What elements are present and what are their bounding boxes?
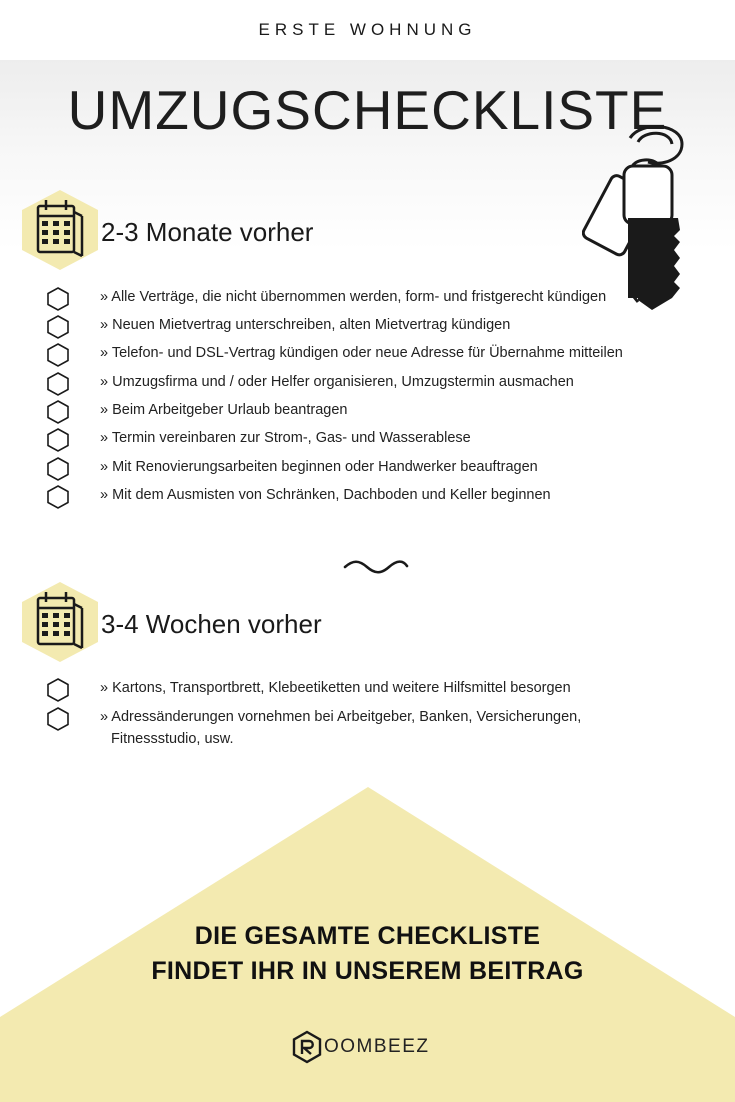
list-item[interactable] [0,370,735,396]
roombeez-logo-icon [292,1030,322,1064]
hexagon-checkbox-icon[interactable] [47,457,69,481]
list-item[interactable] [0,705,735,755]
hexagon-checkbox-icon[interactable] [47,343,69,367]
item-text-continuation: Fitnessstudio, usw. [111,731,234,747]
cta-line-1[interactable]: DIE GESAMTE CHECKLISTE [194,922,541,950]
list-item[interactable] [0,313,735,339]
hexagon-checkbox-icon[interactable] [47,400,69,424]
item-text: » Termin vereinbaren zur Strom-, Gas- und Wasserablese [100,430,471,446]
hexagon-checkbox-icon[interactable] [47,372,69,396]
hexagon-checkbox-icon[interactable] [47,287,69,311]
brand-text: OOMBEEZ [324,1036,430,1057]
list-item[interactable] [0,398,735,424]
hexagon-checkbox-icon[interactable] [47,707,69,731]
wave-divider-icon [343,558,409,576]
list-item[interactable] [0,483,735,509]
calendar-icon [20,188,100,272]
hexagon-checkbox-icon[interactable] [47,678,69,702]
checklist-poster [0,60,735,1102]
item-text: » Umzugsfirma und / oder Helfer organisieren, Umzugstermin ausmachen [100,374,574,390]
section-heading-2-3-monate: 2-3 Monate vorher [101,217,314,247]
brand-logo[interactable] [292,1030,430,1064]
item-text: » Mit Renovierungsarbeiten beginnen oder Handwerker beauftragen [100,459,538,475]
list-item[interactable] [0,285,735,311]
header-bar [0,0,735,60]
page-title: UMZUGSCHECKLISTE [67,79,668,141]
item-text: » Neuen Mietvertrag unterschreiben, alten Mietvertrag kündigen [100,317,511,333]
calendar-icon [20,580,100,664]
hexagon-checkbox-icon[interactable] [47,315,69,339]
list-item[interactable] [0,341,735,367]
list-item[interactable] [0,426,735,452]
item-text: » Beim Arbeitgeber Urlaub beantragen [100,402,348,418]
hexagon-checkbox-icon[interactable] [47,485,69,509]
item-text: » Alle Verträge, die nicht übernommen werden, form- und fristgerecht kündigen [100,289,607,305]
hexagon-checkbox-icon[interactable] [47,428,69,452]
item-text: » Kartons, Transportbrett, Klebeetiketten und weitere Hilfsmittel besorgen [100,680,571,696]
header-label: ERSTE WOHNUNG [258,20,477,39]
item-text: » Mit dem Ausmisten von Schränken, Dachboden und Keller beginnen [100,487,551,503]
list-item[interactable] [0,676,735,702]
section-heading-3-4-wochen: 3-4 Wochen vorher [101,609,322,639]
list-item[interactable] [0,455,735,481]
item-text: » Telefon- und DSL-Vertrag kündigen oder neue Adresse für Übernahme mitteilen [100,345,623,361]
item-text: » Adressänderungen vornehmen bei Arbeitgeber, Banken, Versicherungen, [100,709,582,725]
cta-line-2[interactable]: FINDET IHR IN UNSEREM BEITRAG [151,957,584,985]
